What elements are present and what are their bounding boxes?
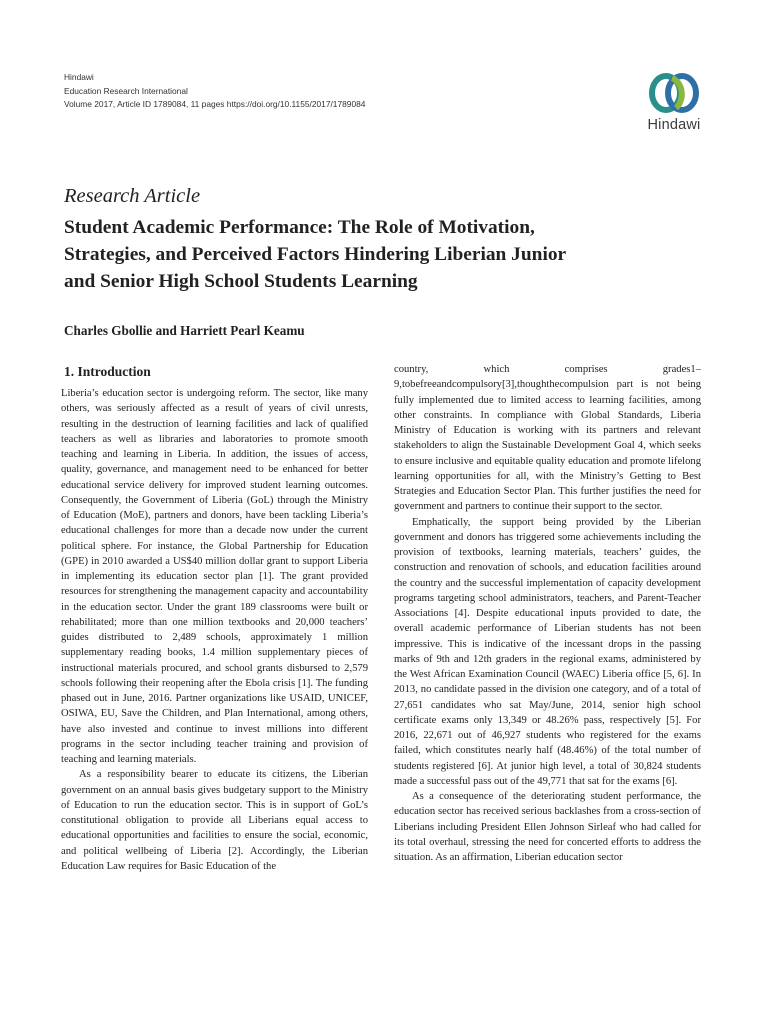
right-column [394, 362, 701, 865]
hindawi-logo [632, 70, 716, 140]
title-line: and Senior High School Students Learning [64, 271, 418, 292]
hindawi-rings-icon [646, 70, 702, 116]
paragraph: As a consequence of the deteriorating student performance, the education sector has received serious backlashes from a cross-section of Liberians including President Ellen Johnson Sirleaf who had called for its total overhaul, stressing the need for concerted efforts to address the situation. As an affirmation, Liberian education sector [394, 791, 701, 863]
article-type: Research Article [64, 185, 201, 207]
journal-name: Education Research International [64, 85, 188, 96]
article-title [64, 214, 704, 295]
title-line: Student Academic Performance: The Role of Motivation, [64, 217, 535, 238]
paragraph: Liberia’s education sector is undergoing reform. The sector, like many others, was seriously affected as a result of years of civil unrests, resulting in the destruction of learning facilities and lack of qualified teachers as well as libraries and laboratories to promote smooth teaching and learning in Liberia. In addition, the issues of access, quality, governance, and management need to be enhanced for better educational service delivery for improved student learning outcomes. Consequently, the Government of Liberia (GoL) through the Ministry of Education (MoE), partners and donors, have been tackling Liberia’s educational challenges for more than a decade now under the current political sphere. For instance, the Global Partnership for Education (GPE) in 2010 awarded a US$40 million dollar grant to support Liberia in implementing its education sector plan [1]. The grant provided resources for strengthening the management capacity and accountability in the education sector. Under the grant 189 classrooms were built or rehabilitated; more than one million textbooks and 20,000 teachers’ guides distributed to 2,489 schools, approximately 1 million supplementary reading books, 1.4 million supplementary pieces of instructional materials procured, and school grants disbursed to 2,579 schools following their reopening after the Ebola crisis [1]. The funding phased out in June, 2016. Partner organizations like USAID, UNICEF, OSIWA, EU, Save the Children, and Plan International, among others, have also invested and continue to invest millions into different programs in the sector including teacher training and provision of teaching and learning materials. [61, 388, 368, 765]
paragraph: country, which comprises grades1–9,tobefreeandcompulsory[3],thoughthecompulsion part is not being fully implemented due to limited access to learning facilities, among other constraints. In compliance with Global Standards, Liberia Ministry of Education is working with its partners and relevant stakeholders to align the Sustainable Development Goal 4, which seeks to ensure inclusive and equitable quality education and promote lifelong learning opportunities for all, with the Ministry’s Getting to Best Strategies and Education Sector Plan. This further justifies the need for government and partners to continue their support to the sector. [394, 364, 701, 513]
logo-wordmark: Hindawi [647, 117, 701, 133]
paragraph: As a responsibility bearer to educate its citizens, the Liberian government on an annual basis gives budgetary support to the Ministry of Education to run the education sector. This is in support of GoL’s constitutional obligation to provide all Liberians equal access to educational opportunities and facilities to ensure the social, economic, and political wellbeing of Liberia [2]. Accordingly, the Liberian Education Law requires for Basic Education of the [61, 769, 368, 872]
paragraph: Emphatically, the support being provided by the Liberian government and donors has triggered some achievements including the provision of textbooks, learning materials, teachers’ guides, the construction and renovation of schools, and education facilities around the country and the successful implementation of capacity development programs targeting school administrators, teachers, and Parent-Teacher Associations [4]. Despite educational inputs provided to date, the overall academic performance of Liberian students has not been impressive. This is indicative of the incessant drops in the passing marks of 9th and 12th graders in the regional exams, administered by the West African Examination Council (WAEC) Liberia office [5, 6]. In 2013, no candidate passed in the division one category, and of a total of 27,651 candidates who sat May/June, 2014, senior high school certificate exams only 13,349 or 48.26% pass, respectively [5]. For 2016, 22,671 out of 46,927 students who registered for the exams failed, which constitutes nearly half (48.46%) of the total number of students registered [6]. At junior high level, a total of 30,824 students made a successful pass out of the 49,771 that sat for the exams [6]. [394, 516, 701, 787]
title-line: Strategies, and Perceived Factors Hindering Liberian Junior [64, 244, 567, 265]
authors: Charles Gbollie and Harriett Pearl Keamu [64, 323, 305, 338]
publisher-name: Hindawi [64, 72, 94, 82]
journal-header [64, 71, 365, 112]
left-column [61, 386, 368, 874]
citation-line: Volume 2017, Article ID 1789084, 11 pages https://doi.org/10.1155/2017/1789084 [64, 99, 366, 109]
section-heading: 1. Introduction [64, 364, 151, 379]
